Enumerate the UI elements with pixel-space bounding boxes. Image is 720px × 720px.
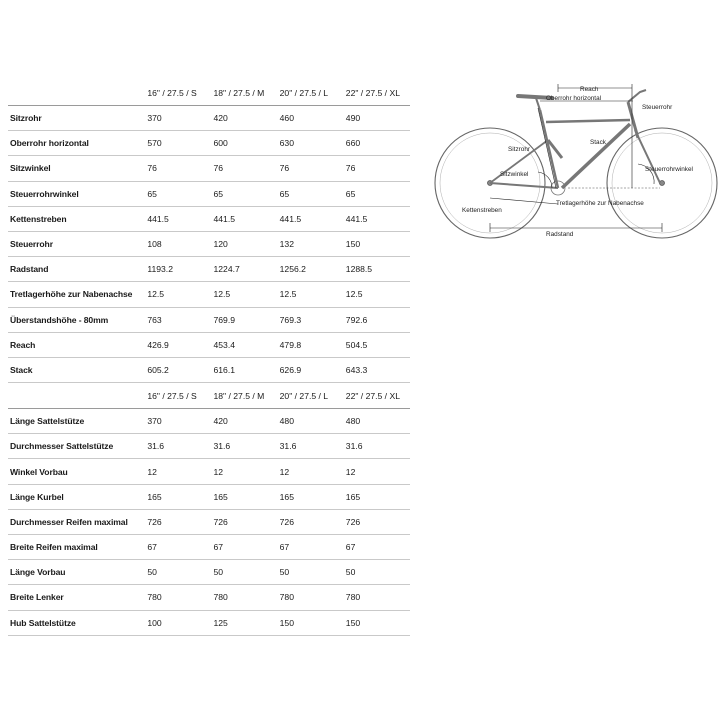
table-cell: 12 (344, 459, 410, 484)
top-tube (546, 120, 630, 122)
table-cell: 50 (278, 560, 344, 585)
diagram-label-reach: Reach (580, 86, 599, 93)
row-label: Steuerrohr (8, 231, 145, 256)
table-cell: 726 (278, 509, 344, 534)
table-cell: 65 (211, 181, 277, 206)
bike-geometry-diagram (428, 80, 720, 250)
geometry-table (8, 80, 410, 636)
table-cell: 780 (278, 585, 344, 610)
table-row (8, 409, 410, 434)
size-header-cell: 22" / 27.5 / XL (345, 390, 400, 401)
row-label: Tretlagerhöhe zur Nabenachse (8, 282, 145, 307)
table-cell: 12 (145, 459, 211, 484)
table-cell: 600 (211, 131, 277, 156)
table-cell: 441.5 (278, 206, 344, 231)
table-cell: 420 (211, 409, 277, 434)
table-cell: 65 (145, 181, 211, 206)
table-cell: 65 (278, 181, 344, 206)
diagram-label-kettenstreben: Kettenstreben (462, 207, 502, 214)
diagram-label-sitzwinkel: Sitzwinkel (500, 171, 529, 178)
table-row (8, 231, 410, 256)
size-header-cell: 16" / 27.5 / S (147, 87, 197, 98)
table-row (8, 459, 410, 484)
table-row (8, 434, 410, 459)
table-row (8, 206, 410, 231)
table-cell: 76 (344, 156, 410, 181)
table-row (8, 181, 410, 206)
table-cell: 150 (344, 610, 410, 635)
table-cell: 12 (278, 459, 344, 484)
diagram-label-stack: Stack (590, 139, 606, 146)
size-header-cell (8, 80, 145, 106)
row-label: Steuerrohrwinkel (8, 181, 145, 206)
row-label: Länge Sattelstütze (8, 409, 145, 434)
table-cell: 769.3 (278, 307, 344, 332)
chainstay (490, 183, 558, 188)
table-cell: 763 (145, 307, 211, 332)
row-label: Durchmesser Sattelstütze (8, 434, 145, 459)
table-cell: 12.5 (145, 282, 211, 307)
table-cell: 76 (278, 156, 344, 181)
size-header-cell: 16" / 27.5 / S (147, 390, 197, 401)
table-cell: 1288.5 (344, 257, 410, 282)
handlebar (628, 90, 646, 102)
size-header-cell: 18" / 27.5 / M (213, 87, 265, 98)
row-label: Sitzrohr (8, 106, 145, 131)
table-cell: 31.6 (211, 434, 277, 459)
table-cell: 108 (145, 231, 211, 256)
table-cell: 50 (344, 560, 410, 585)
row-label: Kettenstreben (8, 206, 145, 231)
table-cell: 792.6 (344, 307, 410, 332)
table-cell: 76 (211, 156, 277, 181)
table-row (8, 332, 410, 357)
table-cell: 420 (211, 106, 277, 131)
table-cell: 490 (344, 106, 410, 131)
table-cell: 630 (278, 131, 344, 156)
table-cell: 605.2 (145, 357, 211, 382)
table-row (8, 131, 410, 156)
table-row (8, 560, 410, 585)
table-cell: 441.5 (344, 206, 410, 231)
table-cell: 67 (145, 535, 211, 560)
table-cell: 12 (211, 459, 277, 484)
table-row (8, 610, 410, 635)
table-cell: 780 (344, 585, 410, 610)
table-cell: 31.6 (344, 434, 410, 459)
table-cell: 150 (344, 231, 410, 256)
table-cell: 370 (145, 106, 211, 131)
table-cell: 426.9 (145, 332, 211, 357)
table-cell: 460 (278, 106, 344, 131)
size-header-row (8, 80, 410, 106)
table-cell: 453.4 (211, 332, 277, 357)
table-cell: 479.8 (278, 332, 344, 357)
size-header-row (8, 383, 410, 409)
table-cell: 726 (344, 509, 410, 534)
table-row (8, 282, 410, 307)
row-label: Länge Kurbel (8, 484, 145, 509)
chainstay-line (490, 198, 558, 204)
row-label: Breite Reifen maximal (8, 535, 145, 560)
table-cell: 67 (211, 535, 277, 560)
table-cell: 150 (278, 610, 344, 635)
table-cell: 780 (211, 585, 277, 610)
table-row (8, 156, 410, 181)
table-row (8, 106, 410, 131)
table-cell: 100 (145, 610, 211, 635)
table-cell: 67 (278, 535, 344, 560)
size-header-cell (8, 383, 145, 409)
table-cell: 643.3 (344, 357, 410, 382)
table-cell: 504.5 (344, 332, 410, 357)
table-cell: 67 (344, 535, 410, 560)
geometry-table-body (8, 80, 410, 635)
diagram-label-tretlager: Tretlagerhöhe zur Nabenachse (556, 200, 644, 207)
table-cell: 616.1 (211, 357, 277, 382)
table-cell: 480 (278, 409, 344, 434)
table-cell: 31.6 (145, 434, 211, 459)
table-cell: 12.5 (211, 282, 277, 307)
table-cell: 1256.2 (278, 257, 344, 282)
table-cell: 726 (145, 509, 211, 534)
table-cell: 120 (211, 231, 277, 256)
table-cell: 50 (145, 560, 211, 585)
size-header-cell: 18" / 27.5 / M (213, 390, 265, 401)
size-header-cell: 20" / 27.5 / L (279, 87, 329, 98)
table-cell: 480 (344, 409, 410, 434)
table-cell: 165 (211, 484, 277, 509)
table-row (8, 484, 410, 509)
size-header-cell: 20" / 27.5 / L (279, 390, 329, 401)
row-label: Radstand (8, 257, 145, 282)
row-label: Stack (8, 357, 145, 382)
row-label: Oberrohr horizontal (8, 131, 145, 156)
table-cell: 125 (211, 610, 277, 635)
diagram-label-steuerrohr: Steuerrohr (642, 104, 673, 111)
table-cell: 780 (145, 585, 211, 610)
row-label: Länge Vorbau (8, 560, 145, 585)
row-label: Breite Lenker (8, 585, 145, 610)
table-row (8, 307, 410, 332)
table-cell: 132 (278, 231, 344, 256)
table-cell: 570 (145, 131, 211, 156)
table-cell: 370 (145, 409, 211, 434)
table-cell: 626.9 (278, 357, 344, 382)
table-cell: 50 (211, 560, 277, 585)
table-cell: 165 (278, 484, 344, 509)
diagram-label-radstand: Radstand (546, 231, 574, 238)
table-cell: 1224.7 (211, 257, 277, 282)
table-cell: 76 (145, 156, 211, 181)
table-row (8, 535, 410, 560)
table-cell: 12.5 (278, 282, 344, 307)
diagram-label-steuerrohrwinkel: Steuerrohrwinkel (645, 166, 693, 173)
table-cell: 1193.2 (145, 257, 211, 282)
table-cell: 726 (211, 509, 277, 534)
table-cell: 441.5 (145, 206, 211, 231)
row-label: Durchmesser Reifen maximal (8, 509, 145, 534)
row-label: Hub Sattelstütze (8, 610, 145, 635)
table-row (8, 585, 410, 610)
row-label: Reach (8, 332, 145, 357)
table-row (8, 509, 410, 534)
table-row (8, 257, 410, 282)
row-label: Sitzwinkel (8, 156, 145, 181)
diagram-label-oberrohr: Oberrohr horizontal (546, 95, 602, 102)
table-cell: 31.6 (278, 434, 344, 459)
table-cell: 65 (344, 181, 410, 206)
table-cell: 660 (344, 131, 410, 156)
table-cell: 441.5 (211, 206, 277, 231)
table-cell: 165 (344, 484, 410, 509)
diagram-label-sitzrohr: Sitzrohr (508, 146, 531, 153)
table-row (8, 357, 410, 382)
table-cell: 12.5 (344, 282, 410, 307)
fork (635, 130, 660, 183)
row-label: Überstandshöhe - 80mm (8, 307, 145, 332)
row-label: Winkel Vorbau (8, 459, 145, 484)
table-cell: 769.9 (211, 307, 277, 332)
table-cell: 165 (145, 484, 211, 509)
size-header-cell: 22" / 27.5 / XL (345, 87, 400, 98)
